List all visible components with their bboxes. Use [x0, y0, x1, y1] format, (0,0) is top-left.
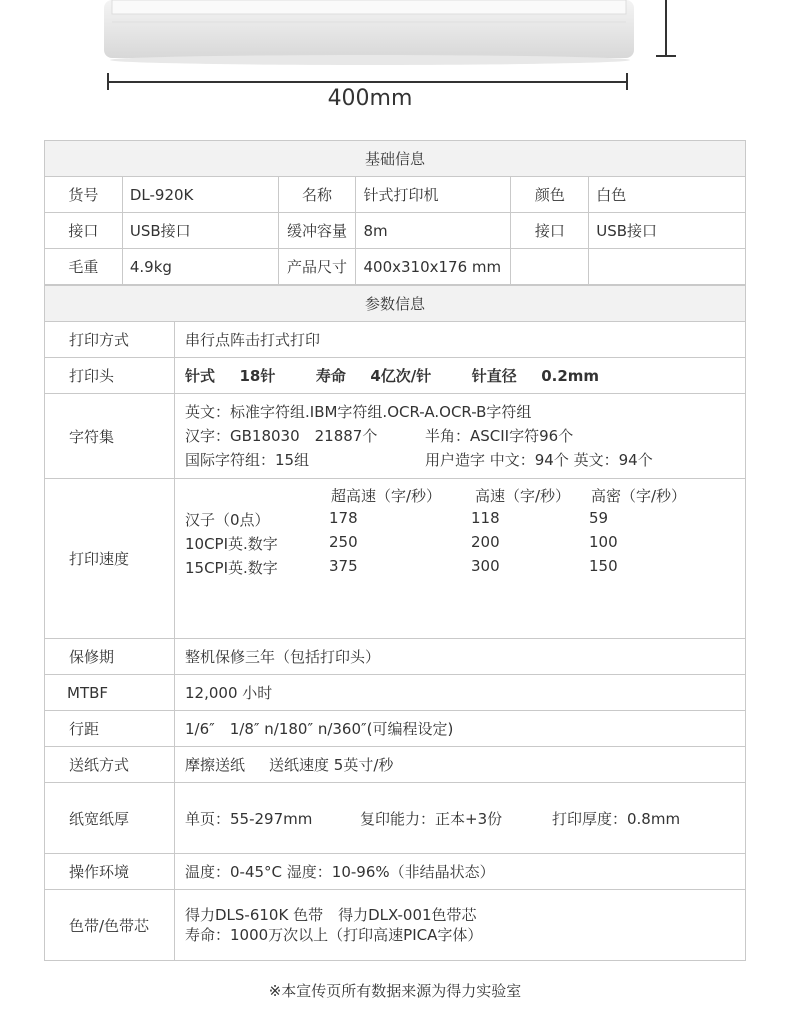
speed-cell: 100 — [589, 533, 618, 551]
speed-cell: 200 — [471, 533, 500, 551]
charset-halfwidth: 半角：ASCII字符96个 — [425, 427, 574, 445]
basic-info-header-row — [45, 141, 746, 177]
print-head-label: 打印头 — [45, 358, 175, 394]
width-dimension-cap-right — [626, 73, 628, 90]
table-row — [45, 213, 746, 249]
cell-label: 名称 — [278, 177, 356, 213]
table-row — [45, 747, 746, 783]
table-row — [45, 177, 746, 213]
cell-value: 8m — [356, 213, 511, 249]
charset-intl: 国际字符组：15组 — [185, 451, 310, 469]
charset-line — [185, 424, 738, 448]
cell-value: 400x310x176 mm — [356, 249, 511, 285]
feed-value — [175, 747, 746, 783]
charset-hanzi: 汉字：GB18030 21887个 — [185, 427, 378, 445]
speed-cell: 375 — [329, 557, 358, 575]
params-table — [44, 285, 746, 961]
print-head-value — [175, 358, 746, 394]
table-row — [45, 394, 746, 479]
feed-speed: 送纸速度 5英寸/秒 — [269, 756, 394, 774]
mtbf-value: 12,000 小时 — [175, 675, 746, 711]
paper-thickness: 打印厚度：0.8mm — [552, 809, 681, 828]
cell-label — [511, 249, 589, 285]
diameter-value: 0.2mm — [541, 367, 600, 385]
warranty-value: 整机保修三年（包括打印头） — [175, 639, 746, 675]
speed-grid — [185, 479, 735, 637]
charset-line — [185, 448, 738, 472]
speed-header: 高速（字/秒） — [475, 487, 571, 505]
line-spacing-value: 1/6″ 1/8″ n/180″ n/360″(可编程设定) — [175, 711, 746, 747]
cell-label: 接口 — [45, 213, 123, 249]
paper-value — [175, 783, 746, 854]
print-method-label: 打印方式 — [45, 322, 175, 358]
ribbon-line: 得力DLS-610K 色带 得力DLX-001色带芯 — [185, 906, 477, 924]
table-row — [45, 358, 746, 394]
diameter-label: 针直径 — [471, 367, 517, 385]
pin-value: 18针 — [239, 367, 276, 385]
width-dimension-line — [108, 81, 628, 83]
charset-line: 英文：标准字符组.IBM字符组.OCR-A.OCR-B字符组 — [185, 403, 532, 421]
table-row — [45, 322, 746, 358]
table-row — [45, 711, 746, 747]
life-value: 4亿次/针 — [370, 367, 432, 385]
cell-label: 货号 — [45, 177, 123, 213]
print-speed-label: 打印速度 — [45, 479, 175, 639]
speed-header: 超高速（字/秒） — [331, 487, 442, 505]
cell-label: 接口 — [511, 213, 589, 249]
cell-value: 白色 — [589, 177, 746, 213]
paper-width: 单页：55-297mm — [185, 809, 313, 828]
cell-value — [589, 249, 746, 285]
table-row — [45, 675, 746, 711]
width-dimension-cap-left — [107, 73, 109, 90]
env-label: 操作环境 — [45, 854, 175, 890]
table-row — [45, 639, 746, 675]
cell-label: 产品尺寸 — [278, 249, 356, 285]
speed-cell: 178 — [329, 509, 358, 527]
cell-value: USB接口 — [122, 213, 278, 249]
charset-label: 字符集 — [45, 394, 175, 479]
feed-label: 送纸方式 — [45, 747, 175, 783]
table-row — [45, 479, 746, 639]
speed-row-label: 汉子（0点） — [185, 511, 270, 529]
table-row — [45, 854, 746, 890]
cell-value: USB接口 — [589, 213, 746, 249]
width-dimension-label: 400mm — [327, 86, 413, 111]
speed-cell: 250 — [329, 533, 358, 551]
cell-label: 毛重 — [45, 249, 123, 285]
copy-capacity: 复印能力：正本+3份 — [360, 809, 503, 828]
basic-info-title: 基础信息 — [45, 141, 746, 177]
speed-cell: 118 — [471, 509, 500, 527]
speed-header: 高密（字/秒） — [591, 487, 687, 505]
feed-method: 摩擦送纸 — [185, 756, 246, 774]
speed-row-label: 10CPI英.数字 — [185, 535, 278, 553]
params-title: 参数信息 — [45, 286, 746, 322]
basic-info-table — [44, 140, 746, 285]
speed-cell: 300 — [471, 557, 500, 575]
print-method-value: 串行点阵击打式打印 — [175, 322, 746, 358]
table-row — [45, 890, 746, 961]
warranty-label: 保修期 — [45, 639, 175, 675]
table-row — [45, 249, 746, 285]
table-row — [45, 783, 746, 854]
print-speed-value — [175, 479, 746, 639]
cell-label: 颜色 — [511, 177, 589, 213]
ribbon-line: 寿命：1000万次以上（打印高速PICA字体） — [185, 926, 483, 944]
pin-label: 针式 — [185, 367, 216, 385]
cell-value: 4.9kg — [122, 249, 278, 285]
env-value: 温度：0-45°C 湿度：10-96%（非结晶状态） — [175, 854, 746, 890]
speed-cell: 150 — [589, 557, 618, 575]
speed-cell: 59 — [589, 509, 609, 527]
cell-label: 缓冲容量 — [278, 213, 356, 249]
params-header-row — [45, 286, 746, 322]
cell-value: DL-920K — [122, 177, 278, 213]
cell-value: 针式打印机 — [356, 177, 511, 213]
paper-label: 纸宽纸厚 — [45, 783, 175, 854]
life-label: 寿命 — [315, 367, 346, 385]
mtbf-label: MTBF — [45, 675, 175, 711]
height-dimension-line — [665, 0, 667, 56]
footer-note: ※本宣传页所有数据来源为得力实验室 — [268, 982, 522, 1000]
charset-value — [175, 394, 746, 479]
speed-row-label: 15CPI英.数字 — [185, 559, 278, 577]
printer-image — [0, 0, 790, 70]
height-dimension-cap — [656, 55, 676, 57]
ribbon-label: 色带/色带芯 — [45, 890, 175, 961]
line-spacing-label: 行距 — [45, 711, 175, 747]
ribbon-value — [175, 890, 746, 961]
charset-user: 用户造字 中文：94个 英文：94个 — [425, 451, 653, 469]
